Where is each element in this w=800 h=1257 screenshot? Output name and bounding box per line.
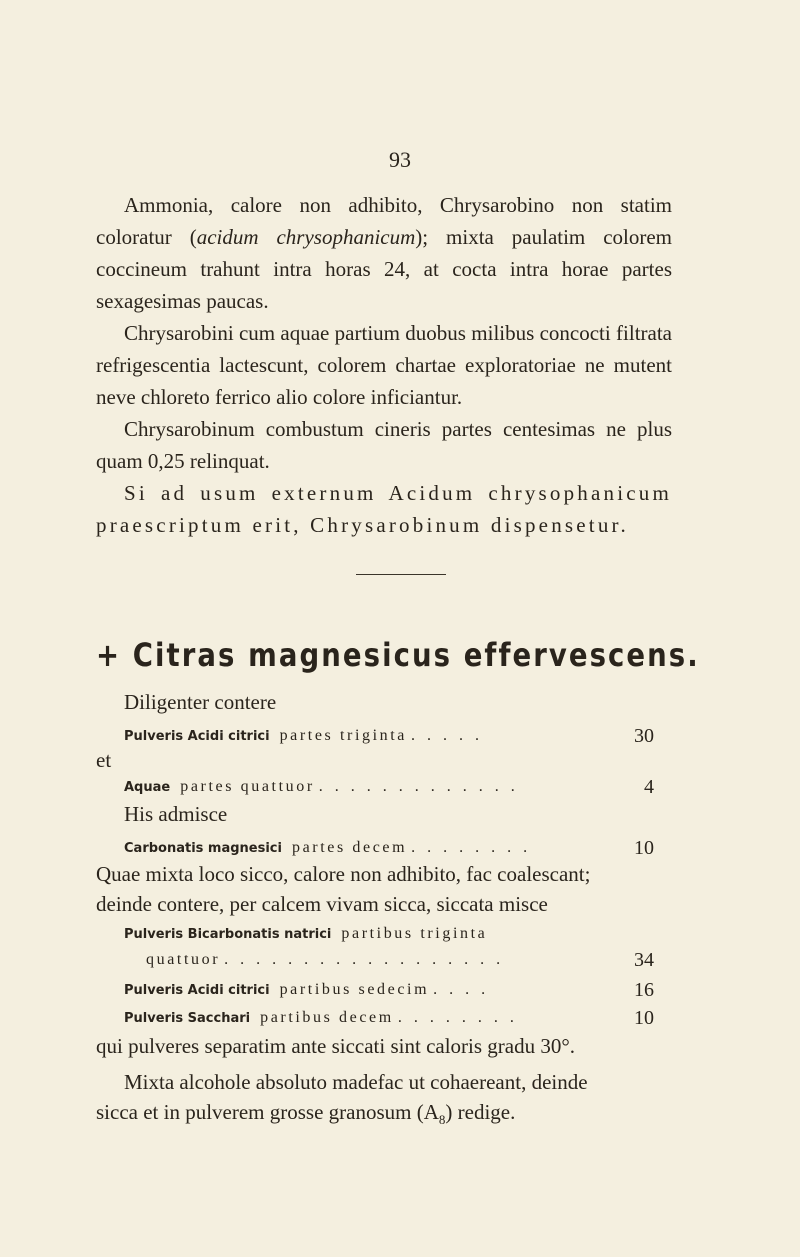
recipe-item-acidi-citrici-2	[124, 978, 654, 1003]
recipe-item-qty: partes decem	[291, 839, 408, 856]
recipe-item-qty: partes triginta	[279, 727, 407, 744]
recipe-item-qty: partes quattuor	[180, 778, 315, 795]
recipe-item-qty: partibus decem	[260, 1009, 394, 1026]
leader-dots: . . . . . . . .	[397, 1009, 518, 1026]
recipe-item-amount: 10	[634, 837, 654, 859]
recipe-item-name: Pulveris Acidi citrici	[124, 729, 270, 744]
recipe-item-name: Carbonatis magnesici	[124, 841, 282, 856]
recipe-item-qty-cont: quattuor	[146, 951, 221, 968]
paragraph-ammonia	[96, 189, 672, 317]
page-number: 93	[389, 147, 411, 172]
paragraph-ammonia-text-b: ); mixta paulatim colorem coccineum trahunt intra horas 24, at cocta intra horae partes sexagesimas paucas.	[96, 225, 672, 313]
recipe-item-amount: 30	[634, 725, 654, 747]
leader-dots: . . . .	[433, 981, 490, 998]
recipe-item-bicarbonatis	[124, 922, 654, 947]
paragraph-qui: qui pulveres separatim ante siccati sint caloris gradu 30°.	[96, 1034, 576, 1058]
recipe-item-name: Pulveris Bicarbonatis natrici	[124, 927, 332, 942]
paragraph-quae-line-2: deinde contere, per calcem vivam sicca, siccata misce	[96, 892, 548, 916]
recipe-admisce: His admisce	[124, 802, 228, 826]
leader-dots: . . . . .	[411, 727, 483, 744]
paragraph-combustum: Chrysarobinum combustum cineris partes centesimas ne plus quam 0,25 relinquat.	[96, 417, 672, 473]
mixta-subscript: 8	[438, 1112, 446, 1128]
recipe-item-amount: 34	[634, 949, 654, 971]
leader-dots: . . . . . . . . . . . . . . . . . .	[224, 951, 505, 968]
paragraph-ammonia-text-a: Ammonia, calore non adhibito, Chrysarobino non statim coloratur (	[96, 193, 672, 249]
recipe-item-amount: 10	[634, 1007, 654, 1029]
recipe-item-aquae	[124, 775, 654, 800]
paragraph-chrysarobini: Chrysarobini cum aquae partium duobus milibus concocti filtrata refrigescentia lactescunt, colorem chartae exploratoriae ne mutent neve chloreto ferrico alio colore inficiantur.	[96, 321, 672, 409]
recipe-item-bicarbonatis-cont	[146, 948, 654, 972]
recipe-item-sacchari	[124, 1006, 654, 1031]
recipe-intro: Diligenter contere	[124, 690, 277, 714]
section-heading: + Citras magnesicus effervescens.	[96, 636, 700, 674]
recipe-item-amount: 4	[644, 776, 654, 798]
recipe-item-amount: 16	[634, 979, 654, 1001]
paragraph-mixta-line-2	[96, 1096, 672, 1136]
leader-dots: . . . . . . . .	[411, 839, 532, 856]
recipe-item-name: Pulveris Sacchari	[124, 1011, 251, 1026]
paragraph-usum-externum: Si ad usum externum Acidum chrysophanicum praescriptum erit, Chrysarobinum dispensetur.	[96, 481, 672, 537]
recipe-item-qty: partibus triginta	[341, 925, 488, 942]
recipe-item-name: Pulveris Acidi citrici	[124, 983, 270, 998]
mixta-text-b: ) redige.	[445, 1100, 516, 1124]
paragraph-mixta-line-1: Mixta alcohole absoluto madefac ut cohaereant, deinde	[124, 1070, 588, 1094]
mixta-text-a: sicca et in pulverem grosse granosum (A	[96, 1100, 439, 1124]
recipe-et: et	[96, 748, 112, 772]
paragraph-quae-line-1: Quae mixta loco sicco, calore non adhibito, fac coalescant;	[96, 862, 591, 886]
section-divider	[356, 574, 446, 575]
paragraph-ammonia-italic: acidum chrysophanicum	[196, 225, 416, 249]
recipe-item-name: Aquae	[124, 780, 171, 795]
recipe-item-qty: partibus sedecim	[279, 981, 430, 998]
leader-dots: . . . . . . . . . . . . .	[318, 778, 519, 795]
